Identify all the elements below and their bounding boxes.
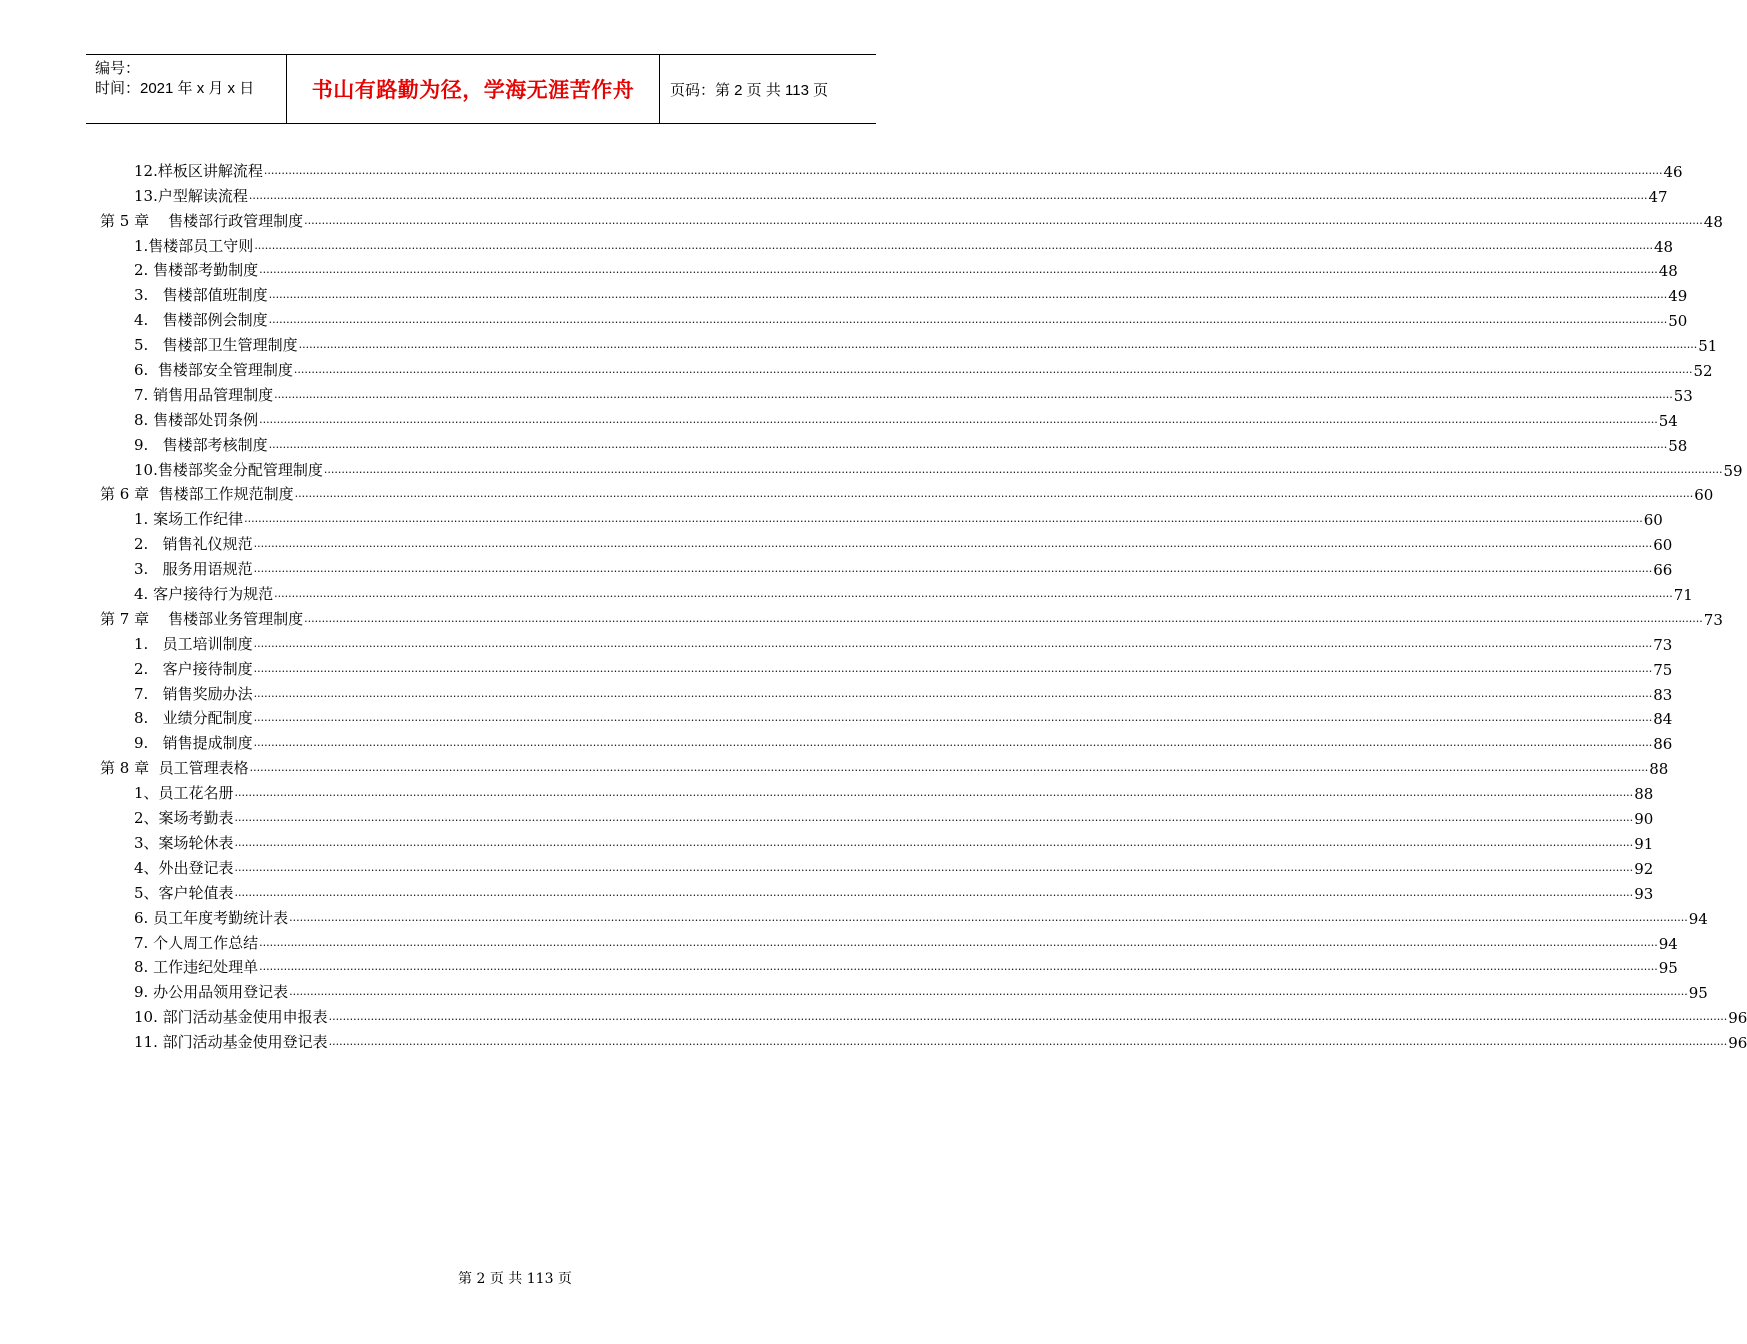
toc-leader-dots: ................................................................................................................................................................................................................................................................................................................................................................................................................: [253, 537, 1653, 551]
toc-leader-dots: ................................................................................................................................................................................................................................................................................................................................................................................................................: [328, 1010, 1728, 1024]
toc-entry[interactable]: [100, 380, 1693, 405]
toc-entry-title: 5、客户轮值表: [134, 883, 234, 902]
toc-entry-page: 58: [1668, 436, 1688, 455]
toc-leader-dots: ................................................................................................................................................................................................................................................................................................................................................................................................................: [274, 387, 1673, 401]
toc-entry[interactable]: [100, 330, 1718, 356]
toc-leader-dots: ................................................................................................................................................................................................................................................................................................................................................................................................................: [253, 711, 1653, 725]
toc-entry[interactable]: [100, 679, 1673, 704]
toc-entry-title: 3. 售楼部值班制度: [134, 286, 268, 305]
toc-entry-title: 7. 销售奖励办法: [134, 684, 253, 703]
toc-leader-dots: ................................................................................................................................................................................................................................................................................................................................................................................................................: [274, 587, 1673, 601]
toc-entry-page: 96: [1728, 1009, 1747, 1028]
toc-entry-title: 4. 售楼部例会制度: [134, 311, 268, 330]
toc-entry-title: 11. 部门活动基金使用登记表: [134, 1033, 328, 1052]
toc-leader-dots: ................................................................................................................................................................................................................................................................................................................................................................................................................: [253, 686, 1653, 700]
toc-entry-page: 88: [1649, 760, 1669, 779]
toc-entry-page: 52: [1693, 362, 1713, 381]
toc-entry-page: 93: [1634, 884, 1654, 903]
toc-entry[interactable]: [100, 405, 1678, 430]
toc-leader-dots: ................................................................................................................................................................................................................................................................................................................................................................................................................: [304, 213, 1703, 227]
header-meta: [86, 55, 287, 123]
toc-leader-dots: ................................................................................................................................................................................................................................................................................................................................................................................................................: [328, 1035, 1728, 1049]
toc-entry-page: 59: [1723, 461, 1743, 480]
toc-leader-dots: ................................................................................................................................................................................................................................................................................................................................................................................................................: [268, 313, 1668, 327]
toc-entry[interactable]: [100, 355, 1713, 381]
toc-entry[interactable]: [100, 430, 1688, 455]
toc-leader-dots: ................................................................................................................................................................................................................................................................................................................................................................................................................: [248, 188, 1648, 202]
toc-entry-title: 1、员工花名册: [134, 784, 234, 803]
toc-entry[interactable]: [100, 280, 1688, 306]
toc-leader-dots: ................................................................................................................................................................................................................................................................................................................................................................................................................: [259, 960, 1658, 974]
toc-entry-title: 7. 销售用品管理制度: [134, 385, 274, 404]
toc-entry-page: 95: [1658, 959, 1678, 978]
toc-entry[interactable]: [100, 654, 1673, 679]
toc-entry[interactable]: [100, 704, 1673, 729]
toc-entry-title: 6. 员工年度考勤统计表: [134, 908, 289, 927]
toc-entry-title: 第 6 章 售楼部工作规范制度: [100, 485, 294, 504]
toc-entry-page: 92: [1634, 859, 1654, 878]
toc-leader-dots: ................................................................................................................................................................................................................................................................................................................................................................................................................: [289, 910, 1688, 924]
toc-leader-dots: ................................................................................................................................................................................................................................................................................................................................................................................................................: [259, 263, 1658, 277]
toc-entry-page: 50: [1668, 312, 1688, 331]
toc-entry-title: 7. 个人周工作总结: [134, 933, 259, 952]
toc-entry[interactable]: [100, 853, 1654, 878]
toc-entry-title: 10. 部门活动基金使用申报表: [134, 1008, 328, 1027]
toc-entry[interactable]: [100, 629, 1673, 654]
toc-entry[interactable]: [100, 753, 1669, 779]
toc-leader-dots: ................................................................................................................................................................................................................................................................................................................................................................................................................: [234, 811, 1634, 825]
toc-entry-page: 66: [1653, 561, 1673, 580]
toc-entry-title: 8. 售楼部处罚条例: [134, 410, 259, 429]
toc-leader-dots: ................................................................................................................................................................................................................................................................................................................................................................................................................: [259, 935, 1658, 949]
toc-leader-dots: ................................................................................................................................................................................................................................................................................................................................................................................................................: [259, 412, 1658, 426]
toc-leader-dots: ................................................................................................................................................................................................................................................................................................................................................................................................................: [249, 761, 1649, 775]
toc-entry[interactable]: [100, 903, 1708, 928]
toc-leader-dots: ................................................................................................................................................................................................................................................................................................................................................................................................................: [234, 786, 1634, 800]
toc-leader-dots: ................................................................................................................................................................................................................................................................................................................................................................................................................: [254, 238, 1653, 252]
toc-entry-page: 47: [1648, 187, 1668, 206]
toc-entry-page: 96: [1728, 1034, 1747, 1053]
toc-leader-dots: ................................................................................................................................................................................................................................................................................................................................................................................................................: [263, 163, 1663, 177]
toc-entry-title: 2. 客户接待制度: [134, 659, 253, 678]
toc-entry-title: 12.样板区讲解流程: [134, 161, 263, 180]
toc-leader-dots: ................................................................................................................................................................................................................................................................................................................................................................................................................: [253, 736, 1653, 750]
toc-entry[interactable]: [100, 206, 1723, 231]
toc-entry-page: 73: [1703, 610, 1723, 629]
toc-entry-page: 83: [1653, 685, 1673, 704]
toc-entry-title: 6. 售楼部安全管理制度: [134, 361, 293, 380]
toc-leader-dots: ................................................................................................................................................................................................................................................................................................................................................................................................................: [253, 661, 1653, 675]
toc-leader-dots: ................................................................................................................................................................................................................................................................................................................................................................................................................: [298, 338, 1698, 352]
toc-entry-page: 53: [1673, 386, 1693, 405]
toc-entry[interactable]: [100, 928, 1678, 953]
footer-page-number: 第 2 页 共 113 页: [458, 1271, 572, 1287]
toc-leader-dots: ................................................................................................................................................................................................................................................................................................................................................................................................................: [289, 985, 1688, 999]
header-number-label: 编号：: [95, 60, 141, 77]
toc-entry-page: 51: [1698, 337, 1718, 356]
toc-leader-dots: ................................................................................................................................................................................................................................................................................................................................................................................................................: [293, 363, 1693, 377]
toc-entry-title: 第 5 章 售楼部行政管理制度: [100, 211, 304, 230]
toc-leader-dots: ................................................................................................................................................................................................................................................................................................................................................................................................................: [253, 636, 1653, 650]
toc-entry-title: 4. 客户接待行为规范: [134, 585, 274, 604]
toc-entry-page: 71: [1673, 586, 1693, 605]
toc-entry-page: 60: [1653, 536, 1673, 555]
toc-entry-page: 48: [1703, 212, 1723, 231]
toc-entry[interactable]: [100, 1027, 1747, 1053]
toc-entry-title: 第 7 章 售楼部业务管理制度: [100, 609, 304, 628]
toc-entry[interactable]: [100, 1002, 1747, 1028]
toc-leader-dots: ................................................................................................................................................................................................................................................................................................................................................................................................................: [268, 288, 1668, 302]
toc-entry-page: 60: [1643, 511, 1663, 530]
toc-entry[interactable]: [100, 728, 1673, 754]
toc-entry-page: 86: [1653, 735, 1673, 754]
toc-entry[interactable]: [100, 977, 1708, 1003]
toc-entry[interactable]: [100, 529, 1673, 555]
toc-entry[interactable]: [100, 778, 1654, 804]
header-time-label: 时间：2021 年 x 月 x 日: [95, 80, 255, 97]
toc-entry[interactable]: [100, 480, 1714, 505]
toc-entry[interactable]: [100, 455, 1743, 480]
toc-entry-title: 1.售楼部员工守则: [134, 236, 254, 255]
toc-entry-title: 第 8 章 员工管理表格: [100, 759, 249, 778]
toc-entry-title: 1. 员工培训制度: [134, 634, 253, 653]
toc-entry-page: 91: [1634, 834, 1654, 853]
toc-leader-dots: ................................................................................................................................................................................................................................................................................................................................................................................................................: [234, 885, 1634, 899]
toc-entry-page: 49: [1668, 287, 1688, 306]
header-motto: 书山有路勤为径，学海无涯苦作舟: [287, 55, 660, 123]
toc-leader-dots: ................................................................................................................................................................................................................................................................................................................................................................................................................: [304, 611, 1703, 625]
toc-leader-dots: ................................................................................................................................................................................................................................................................................................................................................................................................................: [323, 462, 1723, 476]
header-page-info: 页码：第 2 页 共 113 页: [670, 81, 829, 99]
toc-entry-title: 4、外出登记表: [134, 858, 234, 877]
toc-entry-page: 94: [1658, 934, 1678, 953]
toc-leader-dots: ................................................................................................................................................................................................................................................................................................................................................................................................................: [244, 512, 1643, 526]
toc-entry-title: 3、案场轮休表: [134, 833, 234, 852]
toc-entry[interactable]: [100, 256, 1678, 281]
toc-entry[interactable]: [100, 305, 1688, 331]
toc-entry-page: 46: [1663, 162, 1683, 181]
toc-entry-page: 48: [1653, 237, 1674, 256]
toc-entry[interactable]: [100, 803, 1654, 829]
toc-leader-dots: ................................................................................................................................................................................................................................................................................................................................................................................................................: [294, 487, 1694, 501]
toc-entry[interactable]: [100, 953, 1678, 978]
toc-entry-title: 10.售楼部奖金分配管理制度: [134, 460, 323, 479]
toc-leader-dots: ................................................................................................................................................................................................................................................................................................................................................................................................................: [234, 860, 1634, 874]
toc-entry-title: 2. 售楼部考勤制度: [134, 261, 259, 280]
toc-entry-page: 60: [1694, 486, 1714, 505]
page-footer: [0, 1268, 950, 1288]
toc-entry[interactable]: [100, 181, 1668, 206]
toc-entry[interactable]: [100, 156, 1683, 181]
toc-entry-title: 2. 销售礼仪规范: [134, 535, 253, 554]
toc-entry-title: 3. 服务用语规范: [134, 560, 253, 579]
toc-entry-title: 9. 办公用品领用登记表: [134, 983, 289, 1002]
toc-entry[interactable]: [100, 554, 1673, 580]
toc-entry[interactable]: [100, 878, 1654, 903]
toc-entry-title: 9. 售楼部考核制度: [134, 435, 268, 454]
toc-entry-title: 13.户型解读流程: [134, 186, 248, 205]
toc-entry-page: 88: [1634, 785, 1654, 804]
table-of-contents: [100, 156, 1747, 1053]
toc-entry-page: 84: [1653, 710, 1673, 729]
page-header: [86, 54, 876, 124]
toc-entry-title: 9. 销售提成制度: [134, 734, 253, 753]
toc-entry[interactable]: [100, 828, 1654, 853]
toc-entry-title: 5. 售楼部卫生管理制度: [134, 336, 298, 355]
toc-entry[interactable]: [100, 604, 1723, 629]
toc-entry-title: 2、案场考勤表: [134, 809, 234, 828]
toc-entry[interactable]: [100, 231, 1674, 256]
toc-entry[interactable]: [100, 579, 1693, 605]
toc-entry-page: 73: [1653, 635, 1673, 654]
toc-entry-page: 54: [1658, 411, 1678, 430]
toc-entry-title: 8. 业绩分配制度: [134, 709, 253, 728]
toc-entry-page: 48: [1658, 262, 1678, 281]
toc-entry-page: 75: [1653, 660, 1673, 679]
toc-entry-page: 95: [1688, 984, 1708, 1003]
toc-leader-dots: ................................................................................................................................................................................................................................................................................................................................................................................................................: [234, 835, 1634, 849]
toc-entry-page: 90: [1634, 810, 1654, 829]
toc-entry-title: 8. 工作违纪处理单: [134, 958, 259, 977]
toc-leader-dots: ................................................................................................................................................................................................................................................................................................................................................................................................................: [268, 437, 1668, 451]
toc-entry[interactable]: [100, 504, 1663, 530]
toc-entry-title: 1. 案场工作纪律: [134, 510, 244, 529]
toc-leader-dots: ................................................................................................................................................................................................................................................................................................................................................................................................................: [253, 562, 1653, 576]
toc-entry-page: 94: [1688, 909, 1708, 928]
